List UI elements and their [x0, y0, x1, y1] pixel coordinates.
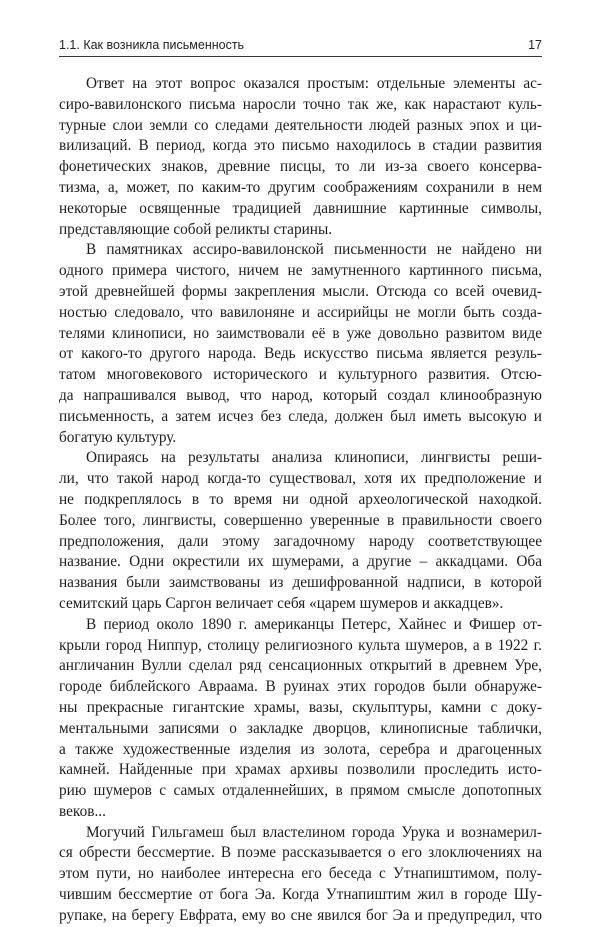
- text-line: от какого-то другого народа. Ведь искусство письма является резуль-: [59, 345, 542, 363]
- text-line: а также художественные изделия из золота, серебра и драгоценных: [59, 740, 542, 758]
- text-line: Могучий Гильгамеш был властелином города Урука и вознамерил-: [86, 823, 542, 841]
- text-line: не подкреплялось в то время ни одной археологической находкой.: [59, 490, 542, 508]
- paragraph: [59, 615, 542, 823]
- text-line: рию шумеров с самых отдаленнейших, в прямом смысле допотопных: [59, 782, 542, 800]
- text-line: да напрашивался вывод, что народ, который создал клинообразную: [59, 386, 542, 404]
- text-line: название. Одни окрестили их шумерами, а другие – аккадцами. Оба: [59, 553, 542, 571]
- text-line: фонетических знаков, древние писцы, то ли из-за своего консерва-: [59, 158, 542, 176]
- text-line: турные слои земли со следами деятельности людей разных эпох и ци-: [59, 116, 542, 134]
- body-text: [59, 74, 542, 927]
- running-header: [59, 34, 542, 57]
- text-line: этом пути, но наиболее интересна его беседа с Утнапиштимом, полу-: [59, 865, 542, 883]
- text-line: названия были заимствованы из дешифрованной надписи, в которой: [59, 574, 542, 592]
- text-line: этой древнейшей формы закрепления мысли. Отсюда со всей очевид-: [59, 282, 542, 300]
- text-line: семитский царь Саргон величает себя «царем шумеров и аккадцев».: [59, 594, 504, 612]
- text-line: одного примера чистого, ничем не замутненного картинного письма,: [59, 262, 542, 280]
- text-line: представляющие собой реликты старины.: [59, 220, 333, 238]
- text-line: городе библейского Авраама. В руинах этих городов были обнаруже-: [59, 678, 542, 696]
- paragraph: [59, 74, 542, 240]
- text-line: ментальными записями о закладке дворцов, клинописные таблички,: [59, 719, 542, 737]
- paragraph: [59, 823, 542, 927]
- text-line: ся обрести бессмертие. В поэме рассказывается о его злоключениях на: [59, 844, 542, 862]
- text-line: камней. Найденные при храмах архивы позволили проследить исто-: [59, 761, 542, 779]
- text-line: богатую культуру.: [59, 428, 177, 446]
- text-line: ли, что такой народ когда-то существовал, хотя их предположение и: [59, 470, 542, 488]
- text-line: татом многовекового исторического и культурного развития. Отсю-: [59, 366, 542, 384]
- paragraph: [59, 240, 542, 448]
- text-line: Ответ на этот вопрос оказался простым: отдельные элементы ас-: [86, 75, 542, 92]
- text-line: ностью следовало, что вавилоняне и ассирийцы не могли быть созда-: [59, 303, 542, 321]
- text-line: веков...: [59, 802, 106, 820]
- text-line: крыли город Ниппур, столицу религиозного культа шумеров, а в 1922 г.: [59, 636, 542, 654]
- text-line: чившим бессмертие от бога Эа. Когда Утнапиштим жил в городе Шу-: [59, 886, 542, 904]
- text-line: предположения, дали этому загадочному народу соответствующее: [59, 532, 542, 550]
- text-line: В период около 1890 г. американцы Петерс, Хайнес и Фишер от-: [86, 615, 542, 633]
- text-line: вилизаций. В период, когда это письмо находилось в стадии развития: [59, 137, 542, 155]
- text-line: письменность, а затем исчез без следа, должен был иметь высокую и: [59, 407, 542, 425]
- text-line: некоторые освященные традицией давнишние картинные символы,: [59, 199, 542, 217]
- text-line: Более того, лингвисты, совершенно уверенные в правильности своего: [59, 511, 542, 529]
- page-number: 17: [528, 38, 542, 52]
- text-line: телями клинописи, но заимствовали её в уже довольно развитом виде: [59, 324, 542, 342]
- text-line: Опираясь на результаты анализа клинописи, лингвисты реши-: [86, 449, 542, 467]
- paragraph: [59, 448, 542, 614]
- section-title: 1.1. Как возникла письменность: [59, 38, 245, 52]
- text-line: тизма, а, может, по каким-то другим соображениям сохранили в нем: [59, 178, 542, 196]
- text-line: сиро-вавилонского письма наросли точно так же, как нарастают куль-: [59, 95, 542, 113]
- text-line: ны прекрасные гигантские храмы, вазы, скульптуры, камни с доку-: [59, 698, 542, 716]
- text-line: В памятниках ассиро-вавилонской письменности не найдено ни: [86, 241, 542, 259]
- text-line: англичанин Вулли сделал ряд сенсационных открытий в древнем Уре,: [59, 657, 542, 675]
- text-line: рупаке, на берегу Евфрата, ему во сне явился бог Эа и предупредил, что: [59, 906, 542, 924]
